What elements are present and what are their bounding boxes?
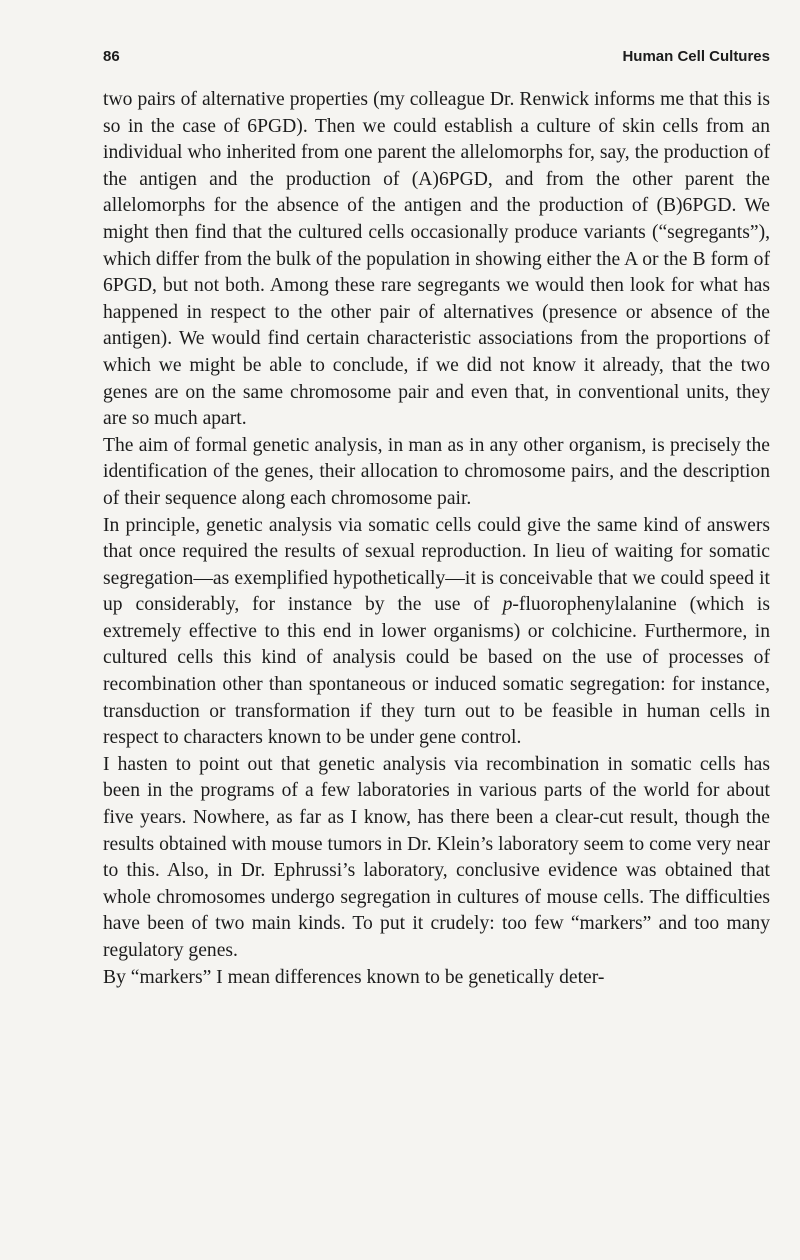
paragraph-1: two pairs of alternative properties (my colleague Dr. Renwick informs me that this is so in the case of 6PGD). Then we could establish a culture of skin cells from an individual who inherited from one parent the allelomorphs for, say, the production of the antigen and the production of (A)6PGD, and from the other parent the allelomorphs for the absence of the antigen and the production of (B)6PGD. We might then find that the cultured cells occasionally produce variants (“segregants”), which differ from the bulk of the population in showing either the A or the B form of 6PGD, but not both. Among these rare segregants we would then look for what has happened in respect to the other pair of alternatives (presence or absence of the antigen). We would find certain characteristic associations from the proportions of which we might be able to conclude, if we did not know it already, that the two genes are on the same chromosome pair and even that, in conventional units, they are so much apart. [103, 89, 770, 430]
page-header [103, 48, 770, 72]
paragraph-3-part-2: -fluorophenylalanine (which is extremely effective to this end in lower organisms) or colchicine. Furthermore, in cultured cells this kind of analysis could be based on the use of processes of recombination other than spontaneous or induced somatic segregation: for instance, transduction or transformation if they turn out to be feasible in human cells in respect to characters known to be under gene control. [103, 594, 770, 749]
paragraph-3-italic-p: p [502, 594, 513, 616]
paragraph-3 [103, 513, 770, 752]
paragraph-4: I hasten to point out that genetic analysis via recombination in somatic cells has been in the programs of a few laboratories in various parts of the world for about five years. Nowhere, as far as I know, has there been a clear-cut result, though the results obtained with mouse tumors in Dr. Klein’s laboratory seem to come very near to this. Also, in Dr. Ephrussi’s laboratory, conclusive evidence was obtained that whole chromosomes undergo segregation in cultures of mouse cells. The difficulties have been of two main kinds. To put it crudely: too few “markers” and too many regulatory genes. [103, 753, 770, 961]
page-number: 86 [103, 48, 120, 65]
running-title: Human Cell Cultures [622, 48, 770, 65]
paragraph-5: By “markers” I mean differences known to be genetically deter- [103, 966, 605, 988]
body-text [103, 87, 770, 991]
paragraph-2: The aim of formal genetic analysis, in man as in any other organism, is precisely the identification of the genes, their allocation to chromosome pairs, and the description of their sequence along each chromosome pair. [103, 434, 770, 509]
paragraph-3-part-1: In principle, genetic analysis via somatic cells could give the same kind of answers that once required the results of sexual reproduction. In lieu of waiting for somatic segregation—as exemplified hypothetically—it is conceivable that we could speed it up considerably, for instance by the use of [103, 514, 770, 616]
